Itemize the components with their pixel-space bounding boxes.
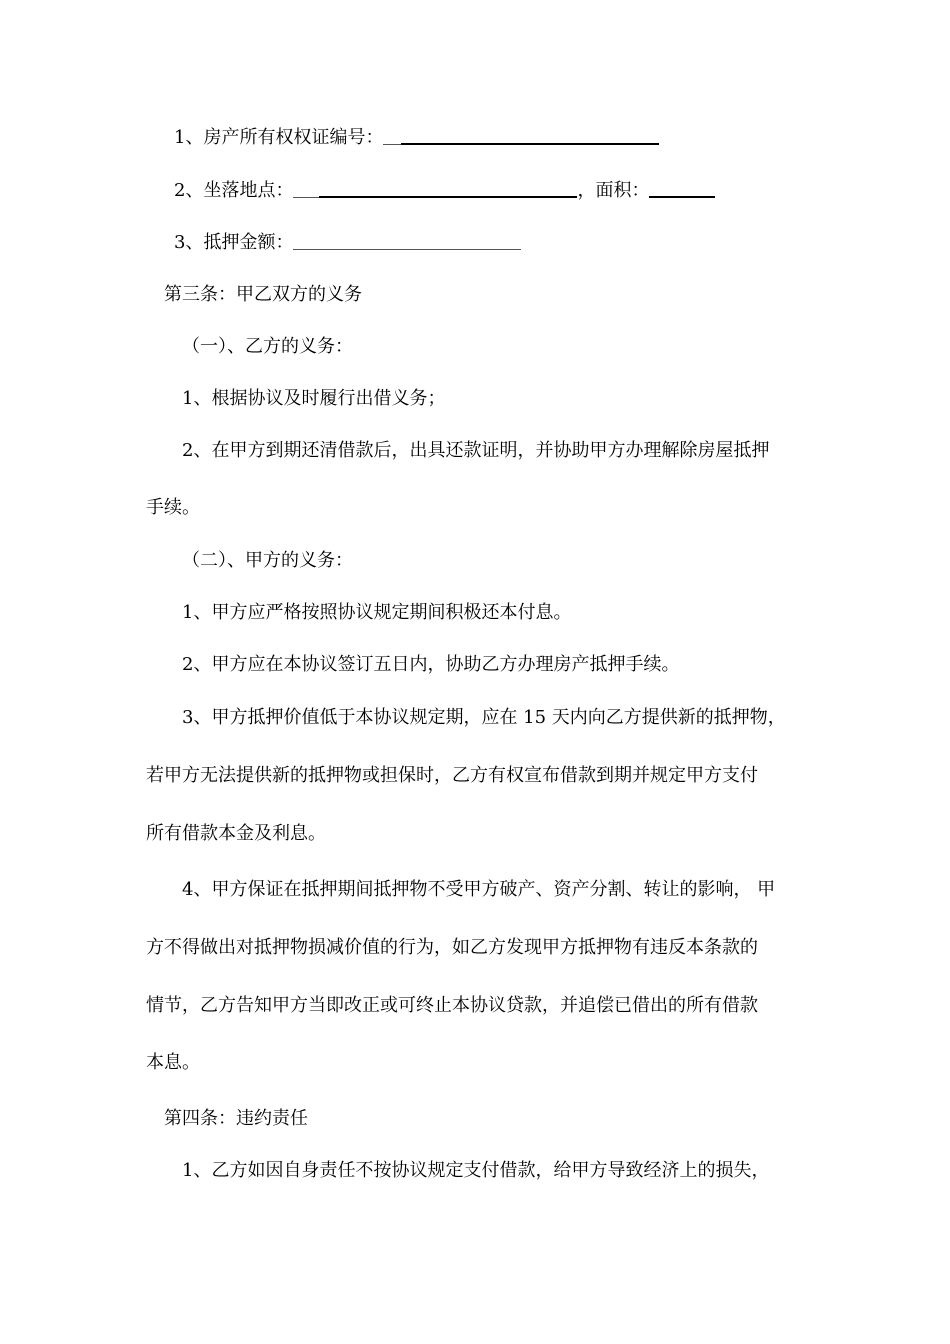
s1-item2-line2: 手续。 — [146, 497, 200, 518]
amount-label: 3、抵押金额： — [174, 232, 294, 253]
s2-item4-line2: 方不得做出对抵押物损减价值的行为，如乙方发现甲方抵押物有违反本条款的 — [146, 937, 758, 958]
location-blank-lead — [293, 196, 319, 198]
cert-number-blank-lead — [383, 143, 401, 145]
s2-item3-line1: 3、甲方抵押价值低于本协议规定期，应在 15 天内向乙方提供新的抵押物， — [182, 707, 786, 728]
cert-number-field — [174, 126, 659, 150]
s2-item2: 2、甲方应在本协议签订五日内，协助乙方办理房产抵押手续。 — [182, 654, 680, 675]
location-field — [174, 179, 715, 203]
article3-heading: 第三条：甲乙双方的义务 — [164, 284, 362, 305]
s2-item1: 1、甲方应严格按照协议规定期间积极还本付息。 — [182, 602, 572, 623]
section2-heading: （二）、甲方的义务： — [182, 550, 353, 571]
area-label: ，面积： — [577, 180, 650, 201]
location-label: 2、坐落地点： — [174, 180, 294, 201]
cert-number-blank — [401, 142, 659, 145]
s2-item3-line2: 若甲方无法提供新的抵押物或担保时，乙方有权宣布借款到期并规定甲方支付 — [146, 765, 758, 786]
s2-item4-line1: 4、甲方保证在抵押期间抵押物不受甲方破产、资产分割、转让的影响， 甲 — [182, 879, 776, 900]
article4-heading: 第四条：违约责任 — [164, 1108, 308, 1129]
cert-number-label: 1、房产所有权权证编号： — [174, 127, 384, 148]
location-blank — [319, 195, 577, 198]
amount-blank — [293, 248, 521, 250]
s2-item3-line3: 所有借款本金及利息。 — [146, 823, 326, 844]
s2-item4-line3: 情节，乙方告知甲方当即改正或可终止本协议贷款，并追偿已借出的所有借款 — [146, 995, 758, 1016]
s1-item2-line1: 2、在甲方到期还清借款后，出具还款证明，并协助甲方办理解除房屋抵押 — [182, 440, 770, 461]
s1-item1: 1、根据协议及时履行出借义务； — [182, 388, 446, 409]
a4-item1-line1: 1、乙方如因自身责任不按协议规定支付借款，给甲方导致经济上的损失， — [182, 1160, 770, 1181]
area-blank — [649, 195, 715, 198]
s2-item4-line4: 本息。 — [146, 1052, 200, 1073]
section1-heading: （一）、乙方的义务： — [182, 336, 353, 357]
amount-field — [174, 231, 521, 255]
